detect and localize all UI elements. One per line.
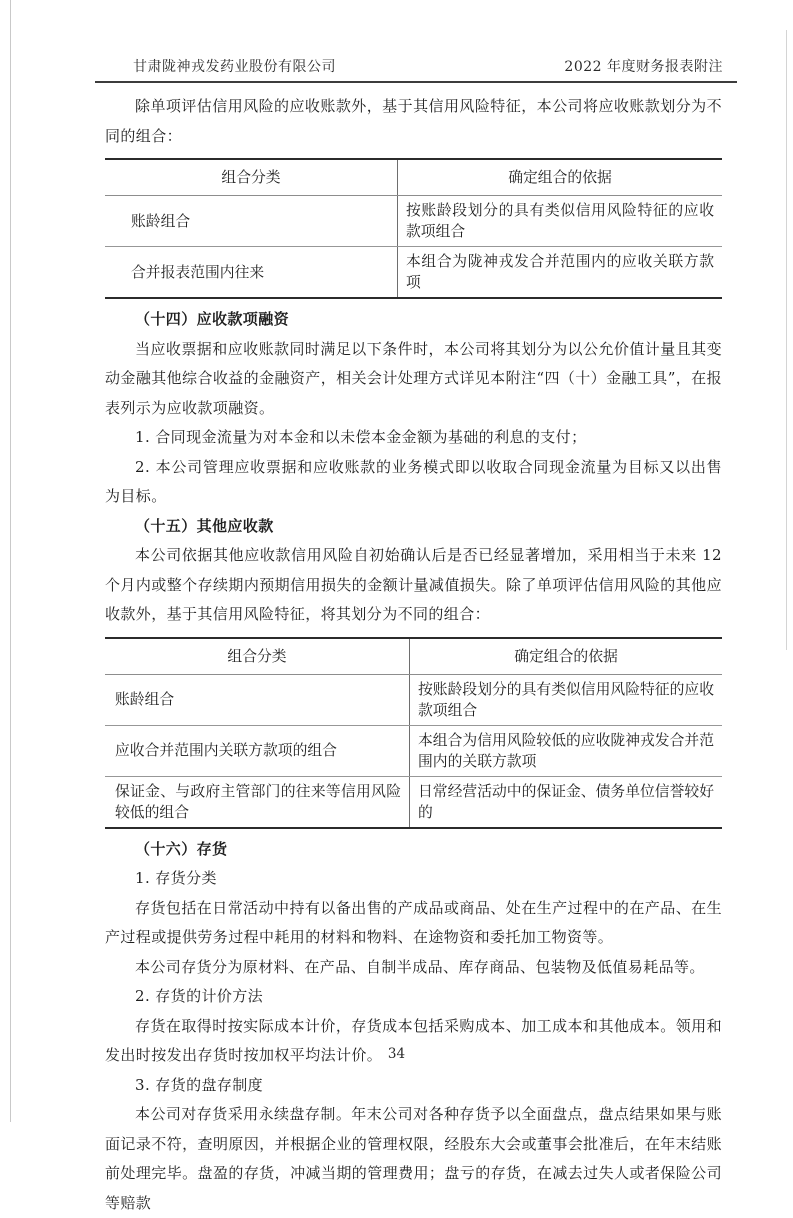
section-14-item-2: 2. 本公司管理应收票据和应收账款的业务模式即以收取合同现金流量为目标又以出售为目标。 (105, 457, 722, 505)
section-14-heading: （十四）应收款项融资 (135, 310, 290, 328)
header-company-name: 甘肃陇神戎发药业股份有限公司 (133, 59, 336, 75)
cell-portfolio-basis: 本组合为信用风险较低的应收陇神戎发合并范围内的关联方款项 (410, 725, 723, 776)
section-16-sub-2-paragraph-1: 存货在取得时按实际成本计价，存货成本包括采购成本、加工成本和其他成本。领用和发出时按发出存货时按加权平均法计价。 (105, 1016, 722, 1064)
table-row (105, 196, 722, 247)
section-16-sub-1-paragraph-2: 本公司存货分为原材料、在产品、自制半成品、库存商品、包装物及低值易耗品等。 (135, 957, 705, 976)
cell-portfolio-basis: 按账龄段划分的具有类似信用风险特征的应收款项组合 (398, 196, 723, 247)
section-16-sub-3-paragraph-1: 本公司对存货采用永续盘存制。年末公司对各种存货予以全面盘点，盘点结果如果与账面记录不符，查明原因，并根据企业的管理权限，经股东大会或董事会批准后，在年末结账前处理完毕。盘盈的存货，冲减当期的管理费用；盘亏的存货，在减去过失人或者保险公司等赔款 (105, 1105, 722, 1212)
table-row (105, 776, 722, 828)
scan-artifact-left-line (10, 0, 11, 1122)
cell-portfolio-class: 合并报表范围内往来 (131, 263, 265, 281)
cell-portfolio-basis: 日常经营活动中的保证金、债务单位信誉较好的 (410, 776, 723, 828)
scan-artifact-right-line (786, 30, 787, 650)
col-header-portfolio-basis: 确定组合的依据 (410, 638, 723, 675)
col-header-portfolio-basis: 确定组合的依据 (398, 159, 723, 196)
table-header-row (105, 159, 722, 196)
receivables-portfolio-table (105, 158, 722, 299)
section-14-item-1: 1. 合同现金流量为对本金和以未偿本金金额为基础的利息的支付； (135, 428, 587, 446)
section-16-sub-2-label: 2. 存货的计价方法 (135, 987, 264, 1005)
cell-portfolio-class: 账龄组合 (105, 674, 410, 725)
header-doc-title: 2022 年度财务报表附注 (564, 59, 723, 75)
cell-portfolio-class: 应收合并范围内关联方款项的组合 (105, 725, 410, 776)
table-header-row (105, 638, 722, 675)
table-row (105, 247, 722, 299)
document-header (95, 56, 737, 83)
cell-portfolio-basis: 本组合为陇神戎发合并范围内的应收关联方款项 (398, 247, 723, 299)
section-16-sub-1-label: 1. 存货分类 (135, 869, 217, 887)
cell-portfolio-class: 保证金、与政府主管部门的往来等信用风险较低的组合 (115, 782, 401, 821)
section-16-sub-3-label: 3. 存货的盘存制度 (135, 1075, 264, 1094)
section-16-heading: （十六）存货 (135, 839, 228, 858)
col-header-portfolio-class: 组合分类 (105, 159, 398, 196)
other-receivables-portfolio-table (105, 637, 722, 829)
section-16-sub-1-paragraph-1: 存货包括在日常活动中持有以备出售的产成品或商品、处在生产过程中的在产品、在生产过程或提供劳务过程中耗用的材料和物料、在途物资和委托加工物资等。 (105, 898, 722, 946)
cell-portfolio-basis: 按账龄段划分的具有类似信用风险特征的应收款项组合 (410, 674, 723, 725)
section-15-heading: （十五）其他应收款 (135, 516, 274, 535)
page-number: 34 (387, 1046, 406, 1062)
cell-portfolio-class: 账龄组合 (105, 196, 398, 247)
intro-paragraph: 除单项评估信用风险的应收账款外，基于其信用风险特征，本公司将应收账款划分为不同的组合： (105, 97, 722, 145)
table-row (105, 674, 722, 725)
section-15-paragraph: 本公司依据其他应收款信用风险自初始确认后是否已经显著增加，采用相当于未来 12 个月内或整个存续期内预期信用损失的金额计量减值损失。除了单项评估信用风险的其他应收款外，基于其信用风险特征，将其划分为不同的组合： (105, 546, 722, 623)
section-14-paragraph: 当应收票据和应收账款同时满足以下条件时，本公司将其划分为以公允价值计量且其变动金融其他综合收益的金融资产，相关会计处理方式详见本附注“四（十）金融工具”，在报表列示为应收款项融资。 (105, 339, 722, 417)
col-header-portfolio-class: 组合分类 (105, 638, 410, 675)
table-row (105, 725, 722, 776)
